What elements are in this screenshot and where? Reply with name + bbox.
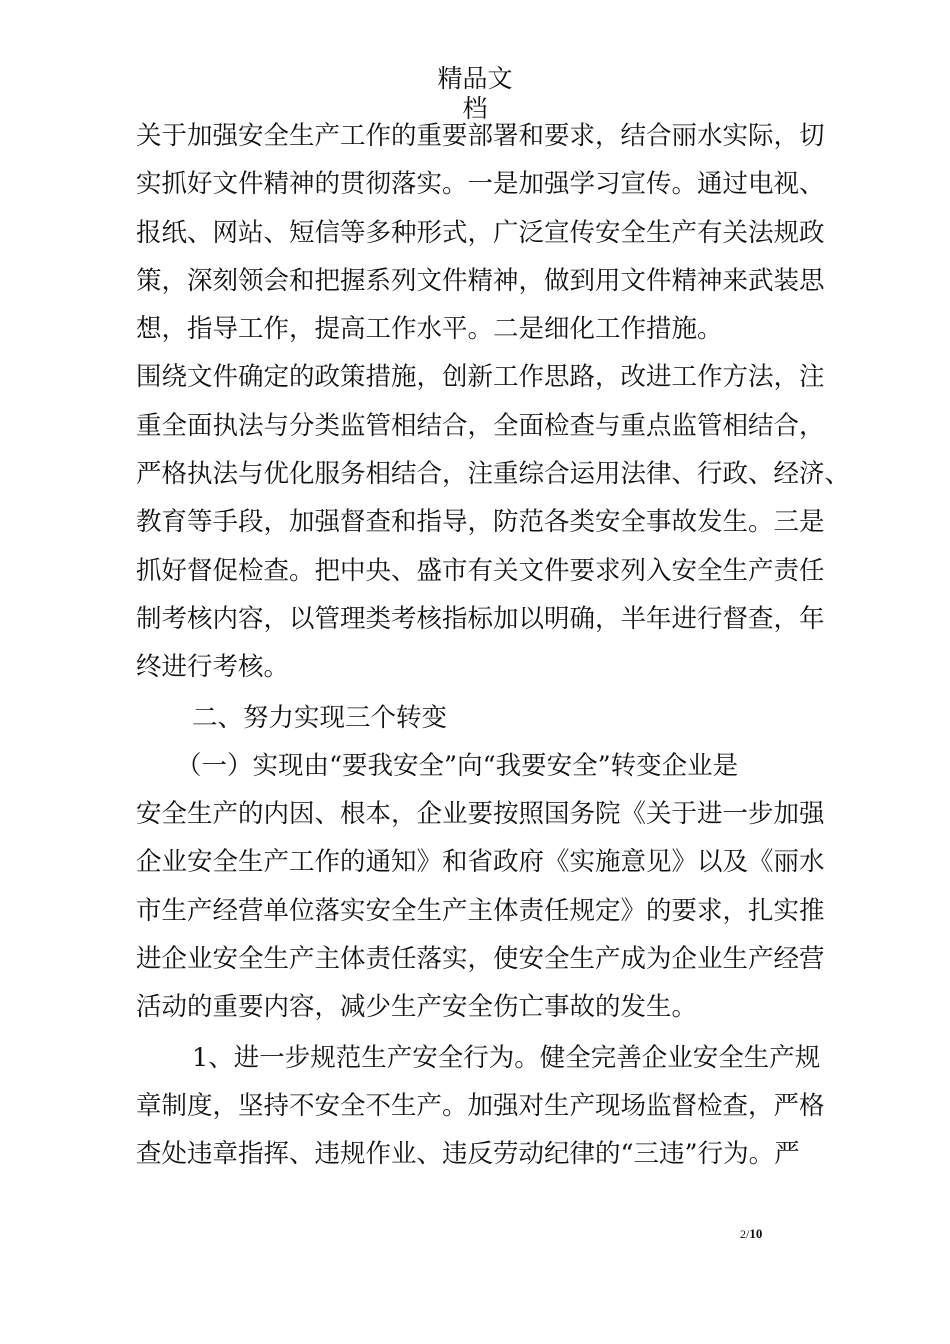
- text-line: 进企业安全生产主体责任落实，使安全生产成为企业生产经营: [136, 944, 825, 975]
- text-line: 报纸、网站、短信等多种形式，广泛宣传安全生产有关法规政: [136, 217, 825, 248]
- text-line: 教育等手段，加强督查和指导，防范各类安全事故发生。三是: [136, 507, 825, 538]
- section-heading: 二、努力实现三个转变: [192, 702, 448, 733]
- text-line: 企业安全生产工作的通知》和省政府《实施意见》以及《丽水: [136, 847, 825, 878]
- text-line: 章制度，坚持不安全不生产。加强对生产现场监督检查，严格: [136, 1090, 825, 1121]
- text-line: 活动的重要内容，减少生产安全伤亡事故的发生。: [136, 992, 698, 1023]
- page-number: [740, 1226, 762, 1242]
- text-line: 市生产经营单位落实安全生产主体责任规定》的要求，扎实推: [136, 895, 825, 926]
- paragraph-start: 1、进一步规范生产安全行为。健全完善企业安全生产规: [192, 1042, 821, 1073]
- document-body: [136, 112, 851, 1179]
- text-line: 终进行考核。: [136, 652, 290, 683]
- text-line: 实抓好文件精神的贯彻落实。一是加强学习宣传。通过电视、: [136, 169, 825, 200]
- header-line-2: 档: [462, 94, 488, 123]
- page-total: 10: [749, 1226, 763, 1241]
- text-line: 严格执法与优化服务相结合，注重综合运用法律、行政、经济、: [136, 459, 851, 490]
- text-line: 关于加强安全生产工作的重要部署和要求，结合丽水实际，切: [136, 121, 825, 151]
- text-line: 策，深刻领会和把握系列文件精神，做到用文件精神来武装思: [136, 265, 825, 296]
- text-line: 查处违章指挥、违规作业、违反劳动纪律的“三违”行为。严: [136, 1139, 800, 1170]
- text-line: 安全生产的内因、根本，企业要按照国务院《关于进一步加强: [136, 799, 825, 830]
- text-line: 重全面执法与分类监管相结合，全面检查与重点监管相结合，: [136, 410, 825, 441]
- subsection-heading: （一）实现由“要我安全”向“我要安全”转变企业是: [176, 750, 739, 781]
- page-current: 2/: [740, 1227, 750, 1241]
- text-line: 制考核内容，以管理类考核指标加以明确，半年进行督查，年: [136, 603, 825, 634]
- header-line-1: 精品文: [437, 64, 513, 93]
- text-line: 围绕文件确定的政策措施，创新工作思路，改进工作方法，注: [136, 362, 825, 393]
- text-line: 想，指导工作，提高工作水平。二是细化工作措施。: [136, 314, 723, 345]
- text-line: 抓好督促检查。把中央、盛市有关文件要求列入安全生产责任: [136, 555, 825, 586]
